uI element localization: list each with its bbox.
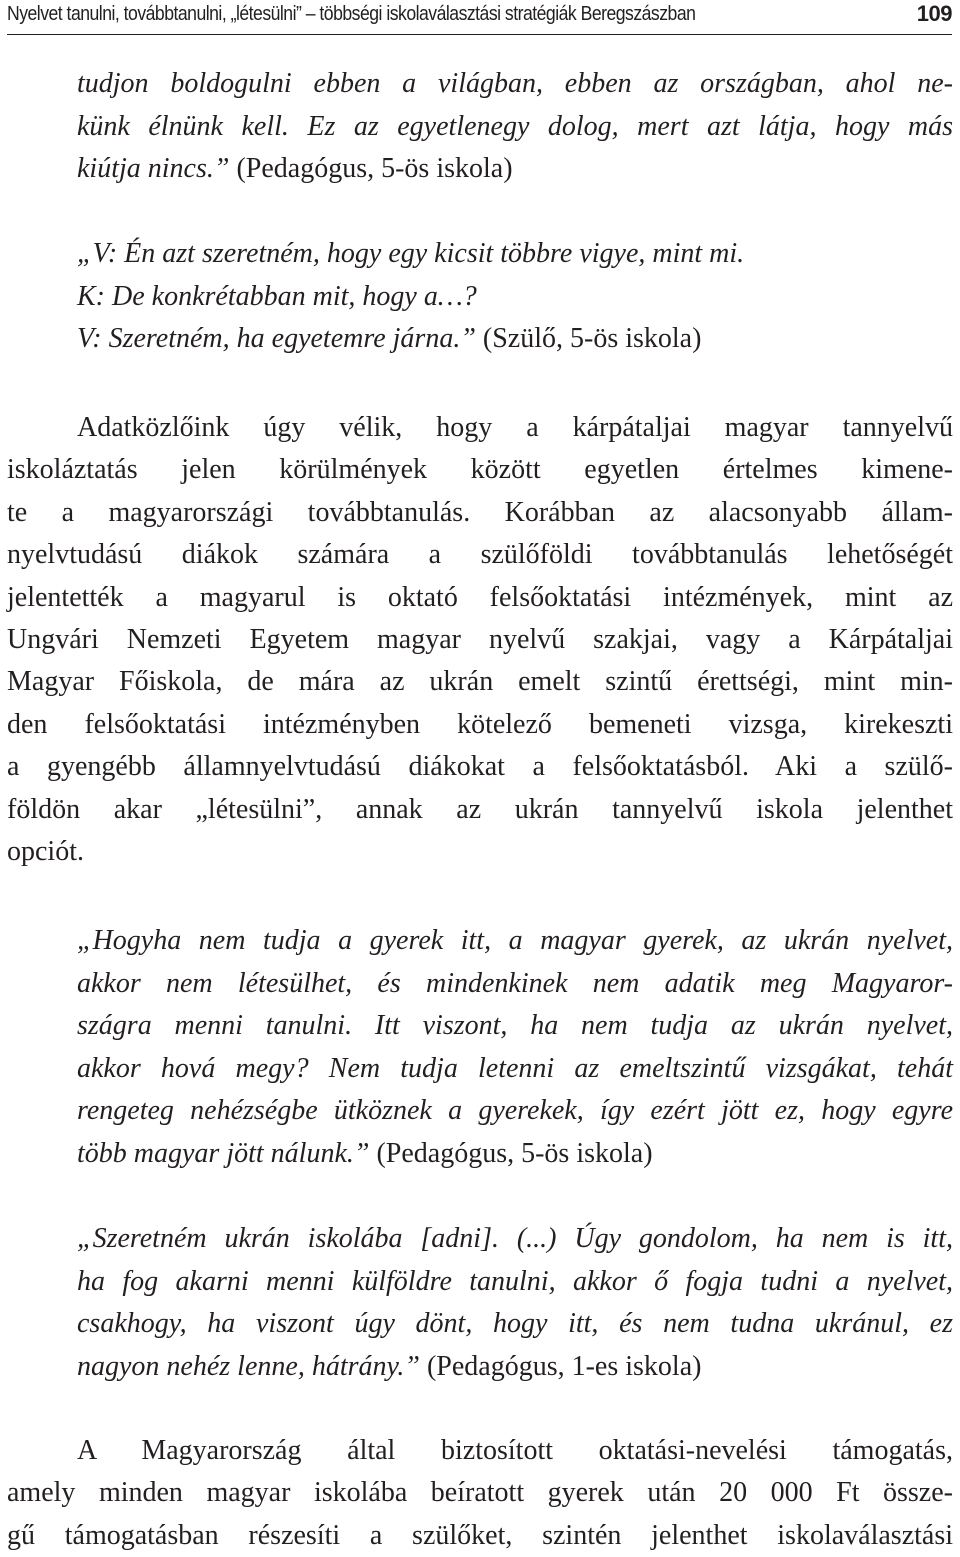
text-line: den felsőoktatási intézményben kötelező bemeneti vizsga, kirekeszti xyxy=(7,708,953,740)
text-line: rengeteg nehézségbe ütköznek a gyerekek, így ezért jött ez, hogy egyre xyxy=(77,1095,953,1127)
quote-source: (Szülő, 5-ös iskola) xyxy=(482,323,702,355)
dialogue-line: V: Szeretném, ha egyetemre járna.” (Szülő, 5-ös iskola) xyxy=(77,323,702,355)
quote-source: (Pedagógus, 1-es iskola) xyxy=(426,1350,702,1382)
text-line: künk élnünk kell. Ez az egyetlenegy dolog, mert azt látja, hogy más xyxy=(77,110,953,142)
text-line: a gyengébb államnyelvtudású diákokat a felsőoktatásból. Aki a szülő- xyxy=(7,751,953,783)
interview-quote xyxy=(77,920,953,1176)
dialogue-line: K: De konkrétabban mit, hogy a…? xyxy=(77,280,477,312)
text-line: Ungvári Nemzeti Egyetem magyar nyelvű szakjai, vagy a Kárpátaljai xyxy=(7,623,953,655)
interview-dialogue xyxy=(77,233,953,361)
page-number: 109 xyxy=(916,1,952,26)
body-paragraph xyxy=(7,407,953,873)
interview-quote xyxy=(77,1218,953,1388)
text-line: Adatközlőink úgy vélik, hogy a kárpátaljai magyar tannyelvű xyxy=(77,412,953,443)
text-line: gű támogatásban részesíti a szülőket, szintén jelenthet iskolaválasztási xyxy=(7,1519,953,1551)
running-title: Nyelvet tanulni, továbbtanulni, „létesülni” – többségi iskolaválasztási stratégiák Beregszászban xyxy=(7,2,696,25)
text-line: A Magyarország által biztosított oktatási-nevelési támogatás, xyxy=(77,1435,953,1466)
text-line: földön akar „létesülni”, annak az ukrán tannyelvű iskola jelenthet xyxy=(7,793,953,825)
text-line: akkor nem létesülhet, és mindenkinek nem adatik meg Magyaror- xyxy=(77,967,953,999)
text-line: ha fog akarni menni külföldre tanulni, akkor ő fogja tudni a nyelvet, xyxy=(77,1265,953,1297)
text-line: több magyar jött nálunk.” (Pedagógus, 5-ös iskola) xyxy=(77,1137,653,1169)
text-line: csakhogy, ha viszont úgy dönt, hogy itt, és nem tudna ukránul, ez xyxy=(77,1308,953,1340)
text-line: Magyar Főiskola, de mára az ukrán emelt szintű érettségi, mint min- xyxy=(7,666,953,698)
text-line: „Szeretném ukrán iskolába [adni]. (...) Úgy gondolom, ha nem is itt, xyxy=(77,1223,953,1254)
text-line: szágra menni tanulni. Itt viszont, ha nem tudja az ukrán nyelvet, xyxy=(77,1010,953,1042)
dialogue-line: „V: Én azt szeretném, hogy egy kicsit többre vigye, mint mi. xyxy=(77,238,745,269)
text-line: tudjon boldogulni ebben a világban, ebben az országban, ahol ne- xyxy=(77,68,953,99)
text-line: jelentették a magyarul is oktató felsőoktatási intézmények, mint az xyxy=(7,581,953,613)
running-header xyxy=(7,0,952,35)
text-line: kiútja nincs.” (Pedagógus, 5-ös iskola) xyxy=(77,153,513,185)
quote-continuation xyxy=(77,63,953,191)
text-line: opciót. xyxy=(7,835,84,867)
text-line: „Hogyha nem tudja a gyerek itt, a magyar gyerek, az ukrán nyelvet, xyxy=(77,925,953,956)
text-line: nagyon nehéz lenne, hátrány.” (Pedagógus, 1-es iskola) xyxy=(77,1350,702,1382)
text-line: akkor hová megy? Nem tudja letenni az emeltszintű vizsgákat, tehát xyxy=(77,1052,953,1084)
text-line: amely minden magyar iskolába beíratott gyerek után 20 000 Ft össze- xyxy=(7,1477,953,1509)
body-paragraph xyxy=(7,1430,953,1557)
text-line: te a magyarországi továbbtanulás. Korábban az alacsonyabb állam- xyxy=(7,496,953,528)
quote-source: (Pedagógus, 5-ös iskola) xyxy=(236,153,513,185)
text-line: nyelvtudású diákok számára a szülőföldi továbbtanulás lehetőségét xyxy=(7,539,953,571)
quote-source: (Pedagógus, 5-ös iskola) xyxy=(376,1137,653,1169)
text-line: iskoláztatás jelen körülmények között egyetlen értelmes kimene- xyxy=(7,454,953,486)
